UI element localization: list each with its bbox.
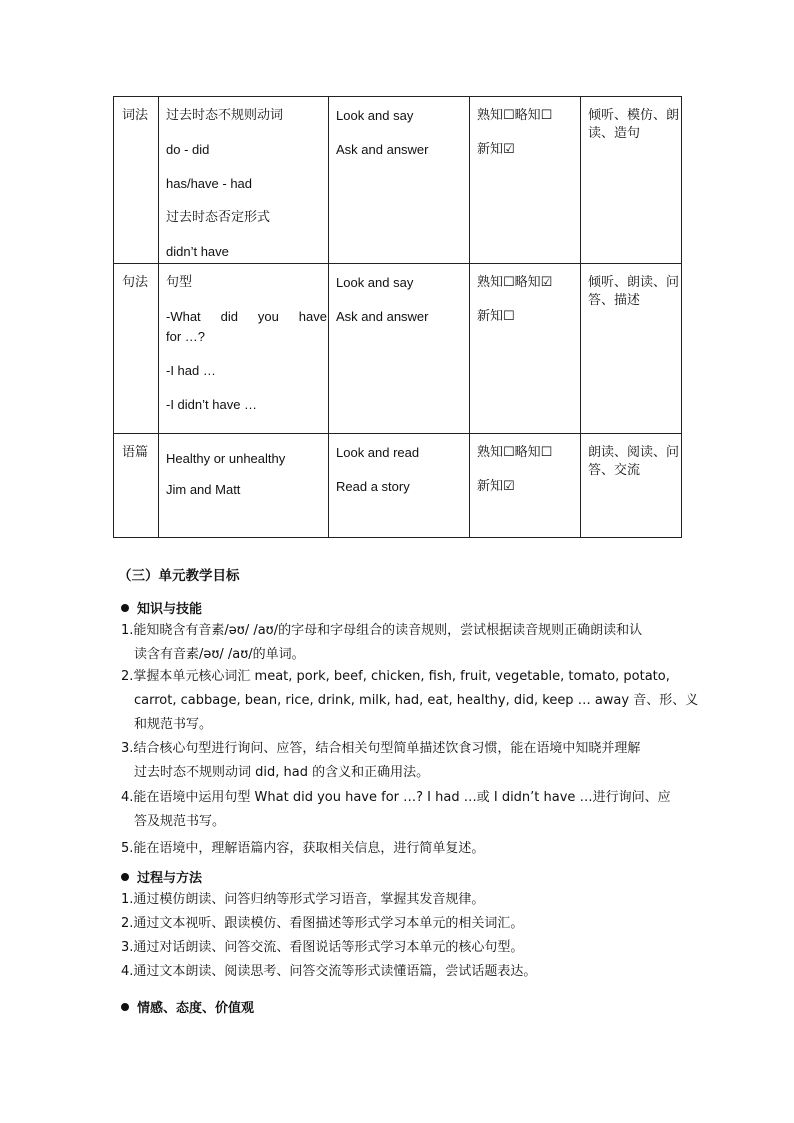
row-familiarity: 熟知☐略知☐ 新知☑ (470, 97, 581, 264)
section-title: （三）单元教学目标 (118, 568, 240, 584)
attitude-heading: 情感、态度、价值观 (121, 997, 254, 1016)
list-item: 2.掌握本单元核心词汇 meat, pork, beef, chicken, fish, fruit, vegetable, tomato, potato, carrot, cabbage, bean, rice, drink, milk, had, eat, healthy, did, keep … away 音、形、义 和规范书写。 (121, 669, 699, 732)
row-content: Healthy or unhealthy Jim and Matt (159, 434, 329, 538)
row-familiarity: 熟知☐略知☑ 新知☐ (470, 264, 581, 434)
knowledge-heading: 知识与技能 (121, 598, 202, 617)
row-methods: 倾听、朗读、问答、描述 (581, 264, 682, 434)
list-item: 5.能在语境中，理解语篇内容，获取相关信息，进行简单复述。 (121, 841, 485, 856)
list-item: 3.通过对话朗读、问答交流、看图说话等形式学习本单元的核心句型。 (121, 940, 524, 955)
bullet-icon (121, 873, 129, 881)
list-item: 1.通过模仿朗读、问答归纳等形式学习语音，掌握其发音规律。 (121, 892, 485, 907)
row-category: 词法 (114, 97, 159, 264)
table-row (114, 97, 682, 264)
row-content: 句型 -What did you have for …? -I had … -I didn’t have … (159, 264, 329, 434)
process-heading: 过程与方法 (121, 867, 202, 886)
row-activities: Look and read Read a story (329, 434, 470, 538)
row-methods: 朗读、阅读、问答、交流 (581, 434, 682, 538)
bullet-icon (121, 604, 129, 612)
table-row (114, 434, 682, 538)
row-activities: Look and say Ask and answer (329, 97, 470, 264)
row-familiarity: 熟知☐略知☐ 新知☑ (470, 434, 581, 538)
row-methods: 倾听、模仿、朗读、造句 (581, 97, 682, 264)
list-item: 4.通过文本朗读、阅读思考、问答交流等形式读懂语篇，尝试话题表达。 (121, 964, 537, 979)
list-item: 3.结合核心句型进行询问、应答，结合相关句型简单描述饮食习惯，能在语境中知晓并理解 过去时态不规则动词 did, had 的含义和正确用法。 (121, 741, 641, 780)
list-item: 4.能在语境中运用句型 What did you have for …? I had …或 I didn’t have …进行询问、应 答及规范书写。 (121, 790, 671, 829)
row-category: 语篇 (114, 434, 159, 538)
content-analysis-table (113, 96, 682, 538)
bullet-icon (121, 1003, 129, 1011)
list-item: 1.能知晓含有音素/əʊ/ /aʊ/的字母和字母组合的读音规则，尝试根据读音规则正确朗读和认 读含有音素/əʊ/ /aʊ/的单词。 (121, 623, 643, 662)
table-row (114, 264, 682, 434)
list-item: 2.通过文本视听、跟读模仿、看图描述等形式学习本单元的相关词汇。 (121, 916, 524, 931)
row-activities: Look and say Ask and answer (329, 264, 470, 434)
row-content: 过去时态不规则动词 do - did has/have - had 过去时态否定形式 didn’t have (159, 97, 329, 264)
row-category: 句法 (114, 264, 159, 434)
